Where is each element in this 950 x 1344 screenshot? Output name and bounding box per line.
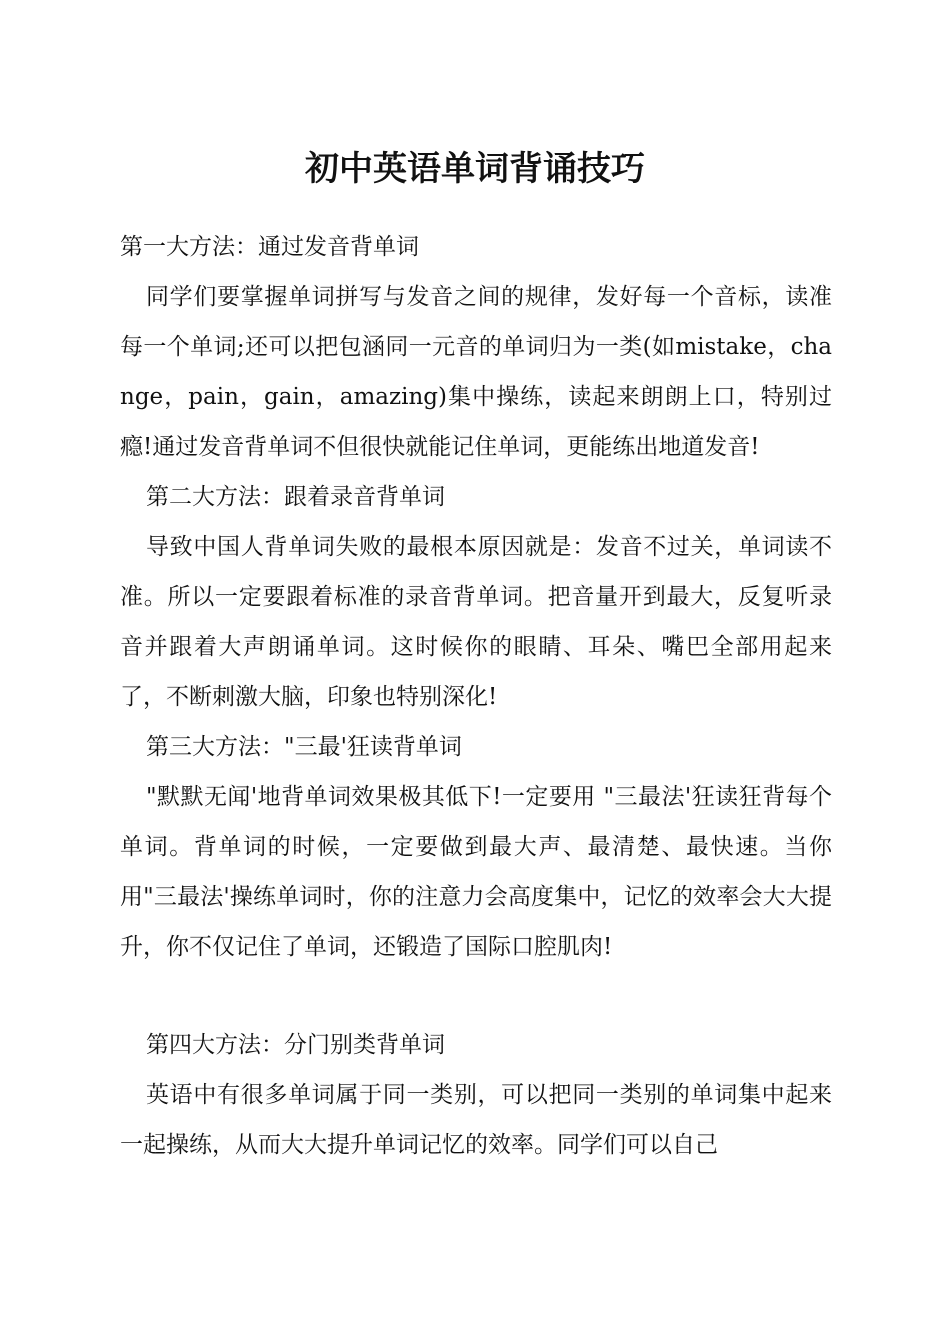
paragraph-body-method-1: 同学们要掌握单词拼写与发音之间的规律，发好每一个音标，读准每一个单词;还可以把包涵同一元音的单词归为一类(如mistake，change，pain，gain，amazing)集中操练，读起来朗朗上口，特别过瘾!通过发音背单词不但很快就能记住单词，更能练出地道发音! [120,284,832,460]
document-title: 初中英语单词背诵技巧 [305,149,645,189]
paragraph-heading-method-4: 第四大方法：分门别类背单词 [146,1032,445,1058]
paragraph-spacer [120,972,832,1020]
paragraph-heading-method-1: 第一大方法：通过发音背单词 [120,234,419,260]
paragraph-body-method-4: 英语中有很多单词属于同一类别，可以把同一类别的单词集中起来一起操练，从而大大提升单词记忆的效率。同学们可以自己 [120,1082,832,1158]
paragraph-heading-method-3: 第三大方法："三最'狂读背单词 [146,734,462,760]
paragraph-body-method-2: 导致中国人背单词失败的最根本原因就是：发音不过关，单词读不准。所以一定要跟着标准的录音背单词。把音量开到最大，反复听录音并跟着大声朗诵单词。这时候你的眼睛、耳朵、嘴巴全部用起来了，不断刺激大脑，印象也特别深化! [120,534,832,710]
paragraph-body-method-3: "默默无闻'地背单词效果极其低下!一定要用 "三最法'狂读狂背每个单词。背单词的时候，一定要做到最大声、最清楚、最快速。当你用"三最法'操练单词时，你的注意力会高度集中，记忆的效率会大大提升，你不仅记住了单词，还锻造了国际口腔肌肉! [120,784,832,960]
paragraph-heading-method-2: 第二大方法：跟着录音背单词 [146,484,445,510]
document-body [120,222,832,1170]
